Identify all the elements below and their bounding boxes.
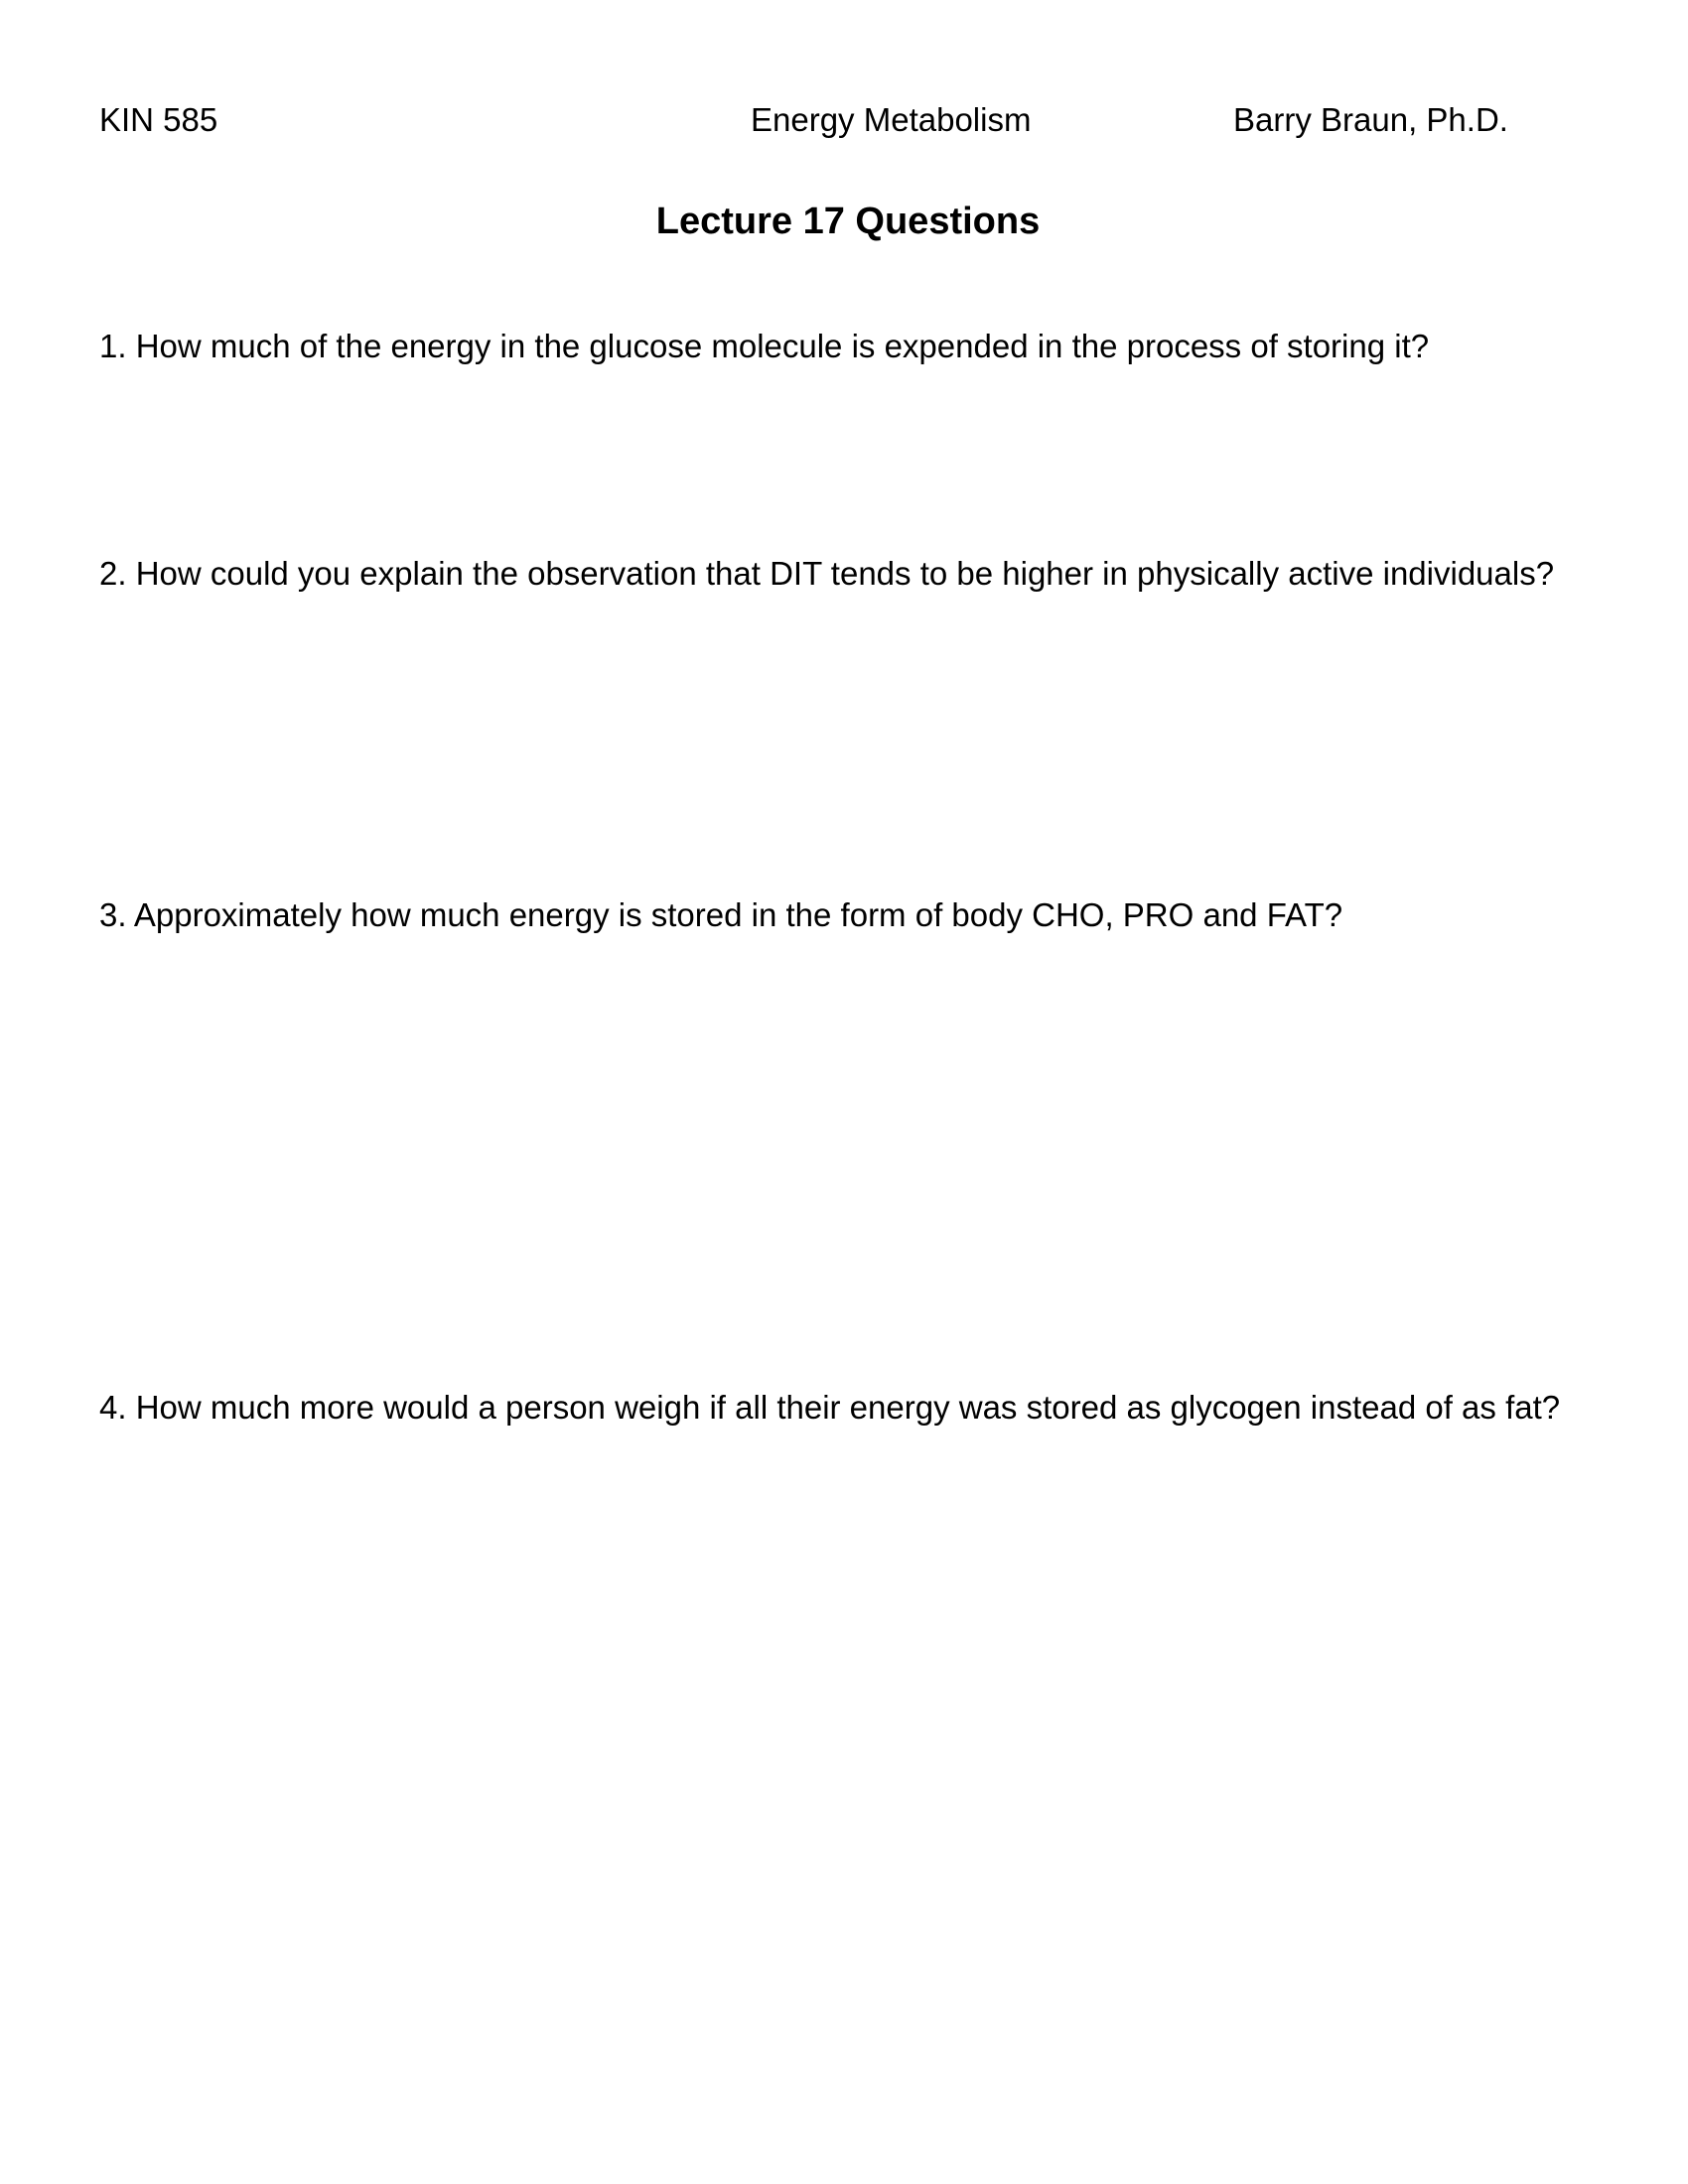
page-title: Lecture 17 Questions: [655, 201, 1041, 242]
course-code: KIN 585: [99, 101, 218, 138]
question-3: 3. Approximately how much energy is stored in the form of body CHO, PRO and FAT?: [99, 896, 1343, 933]
course-subject: Energy Metabolism: [751, 101, 1032, 138]
question-2: 2. How could you explain the observation that DIT tends to be higher in physically active individuals?: [99, 555, 1555, 592]
page-title-row: [0, 199, 1688, 244]
question-1: 1. How much of the energy in the glucose molecule is expended in the process of storing it?: [99, 328, 1430, 364]
question-4: 4. How much more would a person weigh if all their energy was stored as glycogen instead of as fat?: [99, 1389, 1561, 1426]
instructor-name: Barry Braun, Ph.D.: [1233, 101, 1508, 138]
